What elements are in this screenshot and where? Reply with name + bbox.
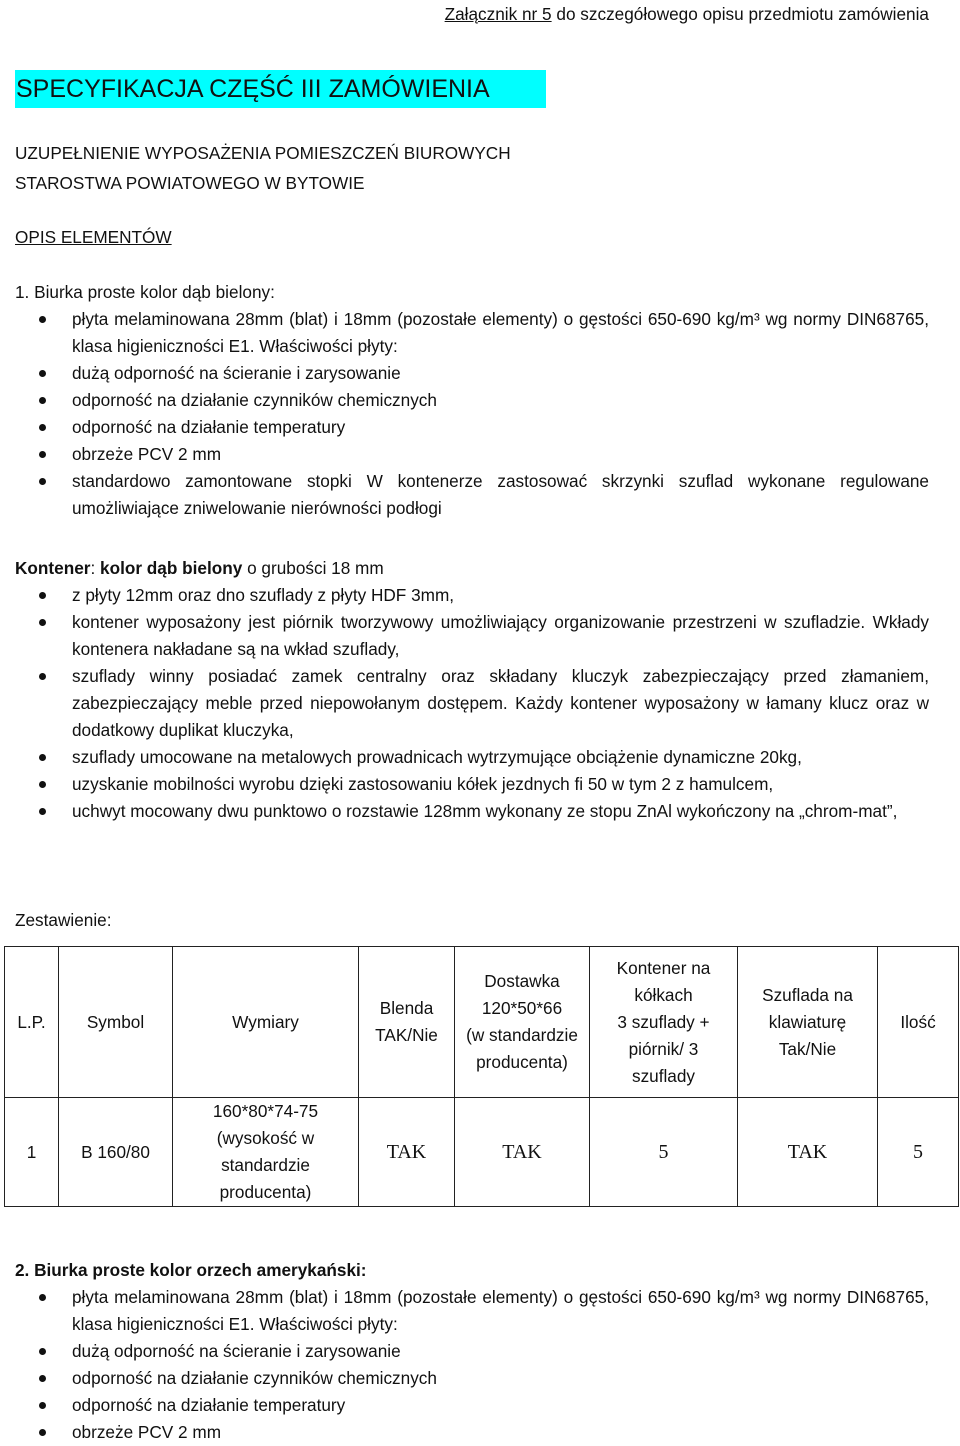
table-cell: 5 (590, 1098, 738, 1207)
subtitle-line-1: UZUPEŁNIENIE WYPOSAŻENIA POMIESZCZEŃ BIUROWYCH (15, 143, 511, 163)
kontener-list (15, 582, 929, 825)
section-2-heading: 2. Biurka proste kolor orzech amerykański: (15, 1260, 367, 1280)
table-cell: TAK (455, 1098, 590, 1207)
section-2 (15, 1257, 929, 1446)
list-item: odporność na działanie temperatury (15, 414, 929, 441)
list-item: dużą odporność na ścieranie i zarysowanie (15, 360, 929, 387)
kontener-color: kolor dąb bielony (100, 558, 243, 578)
table-header-cell: Wymiary (173, 947, 359, 1098)
annex-number: Załącznik nr 5 (444, 4, 552, 24)
kontener-colon: : (90, 558, 96, 578)
section-1 (15, 279, 929, 522)
list-item: płyta melaminowana 28mm (blat) i 18mm (pozostałe elementy) o gęstości 650-690 kg/m³ wg normy DIN68765, klasa higieniczności E1. Właściwości płyty: (15, 1284, 929, 1338)
kontener-thickness: o grubości 18 mm (247, 558, 384, 578)
table-header-cell: Szuflada na klawiaturę Tak/Nie (738, 947, 878, 1098)
kontener-label: Kontener (15, 558, 91, 578)
kontener-heading (15, 555, 929, 582)
section-1-list (15, 306, 929, 522)
list-item: uchwyt mocowany dwu punktowo o rozstawie 128mm wykonany ze stopu ZnAl wykończony na „chrom-mat”, (15, 798, 929, 825)
section-1-heading: 1. Biurka proste kolor dąb bielony: (15, 282, 275, 302)
list-item: uzyskanie mobilności wyrobu dzięki zastosowaniu kółek jezdnych fi 50 w tym 2 z hamulcem, (15, 771, 929, 798)
list-item: obrzeże PCV 2 mm (15, 441, 929, 468)
table-cell: 160*80*74-75 (wysokość w standardzie producenta) (173, 1098, 359, 1207)
list-item: szuflady umocowane na metalowych prowadnicach wytrzymujące obciążenie dynamiczne 20kg, (15, 744, 929, 771)
table-header-cell: Ilość (878, 947, 959, 1098)
kontener-section (15, 555, 929, 825)
table-cell: 5 (878, 1098, 959, 1207)
table-header-cell: Dostawka 120*50*66 (w standardzie producenta) (455, 947, 590, 1098)
spec-title: SPECYFIKACJA CZĘŚĆ III ZAMÓWIENIA (15, 70, 546, 108)
list-item: szuflady winny posiadać zamek centralny oraz składany kluczyk zabezpieczający przed złamaniem, zabezpieczający meble przed niepowołanym dostępem. Każdy kontener wyposażony w łamany klucz oraz w dodatkowy duplikat kluczyka, (15, 663, 929, 744)
list-item: dużą odporność na ścieranie i zarysowanie (15, 1338, 929, 1365)
elements-heading: OPIS ELEMENTÓW (15, 227, 172, 247)
annex-note (445, 1, 929, 28)
table-header-cell: Blenda TAK/Nie (359, 947, 455, 1098)
table-header-cell: Symbol (59, 947, 173, 1098)
table-header-cell: L.P. (5, 947, 59, 1098)
table-header-row (5, 947, 959, 1098)
list-item: kontener wyposażony jest piórnik tworzywowy umożliwiający organizowanie przestrzeni w szufladzie. Wkłady kontenera nakładane są na wkład szuflady, (15, 609, 929, 663)
list-item: z płyty 12mm oraz dno szuflady z płyty HDF 3mm, (15, 582, 929, 609)
list-item: odporność na działanie temperatury (15, 1392, 929, 1419)
subtitle (15, 138, 511, 198)
list-item: obrzeże PCV 2 mm (15, 1419, 929, 1446)
table-cell: B 160/80 (59, 1098, 173, 1207)
section-2-list (15, 1284, 929, 1446)
annex-rest: do szczegółowego opisu przedmiotu zamówienia (556, 4, 929, 24)
summary-label: Zestawienie: (15, 910, 112, 930)
table-cell: TAK (738, 1098, 878, 1207)
table-cell: 1 (5, 1098, 59, 1207)
list-item: standardowo zamontowane stopki W kontenerze zastosować skrzynki szuflad wykonane regulowane umożliwiające zniwelowanie nierówności podłogi (15, 468, 929, 522)
list-item: odporność na działanie czynników chemicznych (15, 387, 929, 414)
table-row (5, 1098, 959, 1207)
summary-table (4, 946, 959, 1207)
list-item: płyta melaminowana 28mm (blat) i 18mm (pozostałe elementy) o gęstości 650-690 kg/m³ wg normy DIN68765, klasa higieniczności E1. Właściwości płyty: (15, 306, 929, 360)
table-cell: TAK (359, 1098, 455, 1207)
table-header-cell: Kontener na kółkach 3 szuflady + piórnik/ 3 szuflady (590, 947, 738, 1098)
subtitle-line-2: STAROSTWA POWIATOWEGO W BYTOWIE (15, 173, 365, 193)
list-item: odporność na działanie czynników chemicznych (15, 1365, 929, 1392)
